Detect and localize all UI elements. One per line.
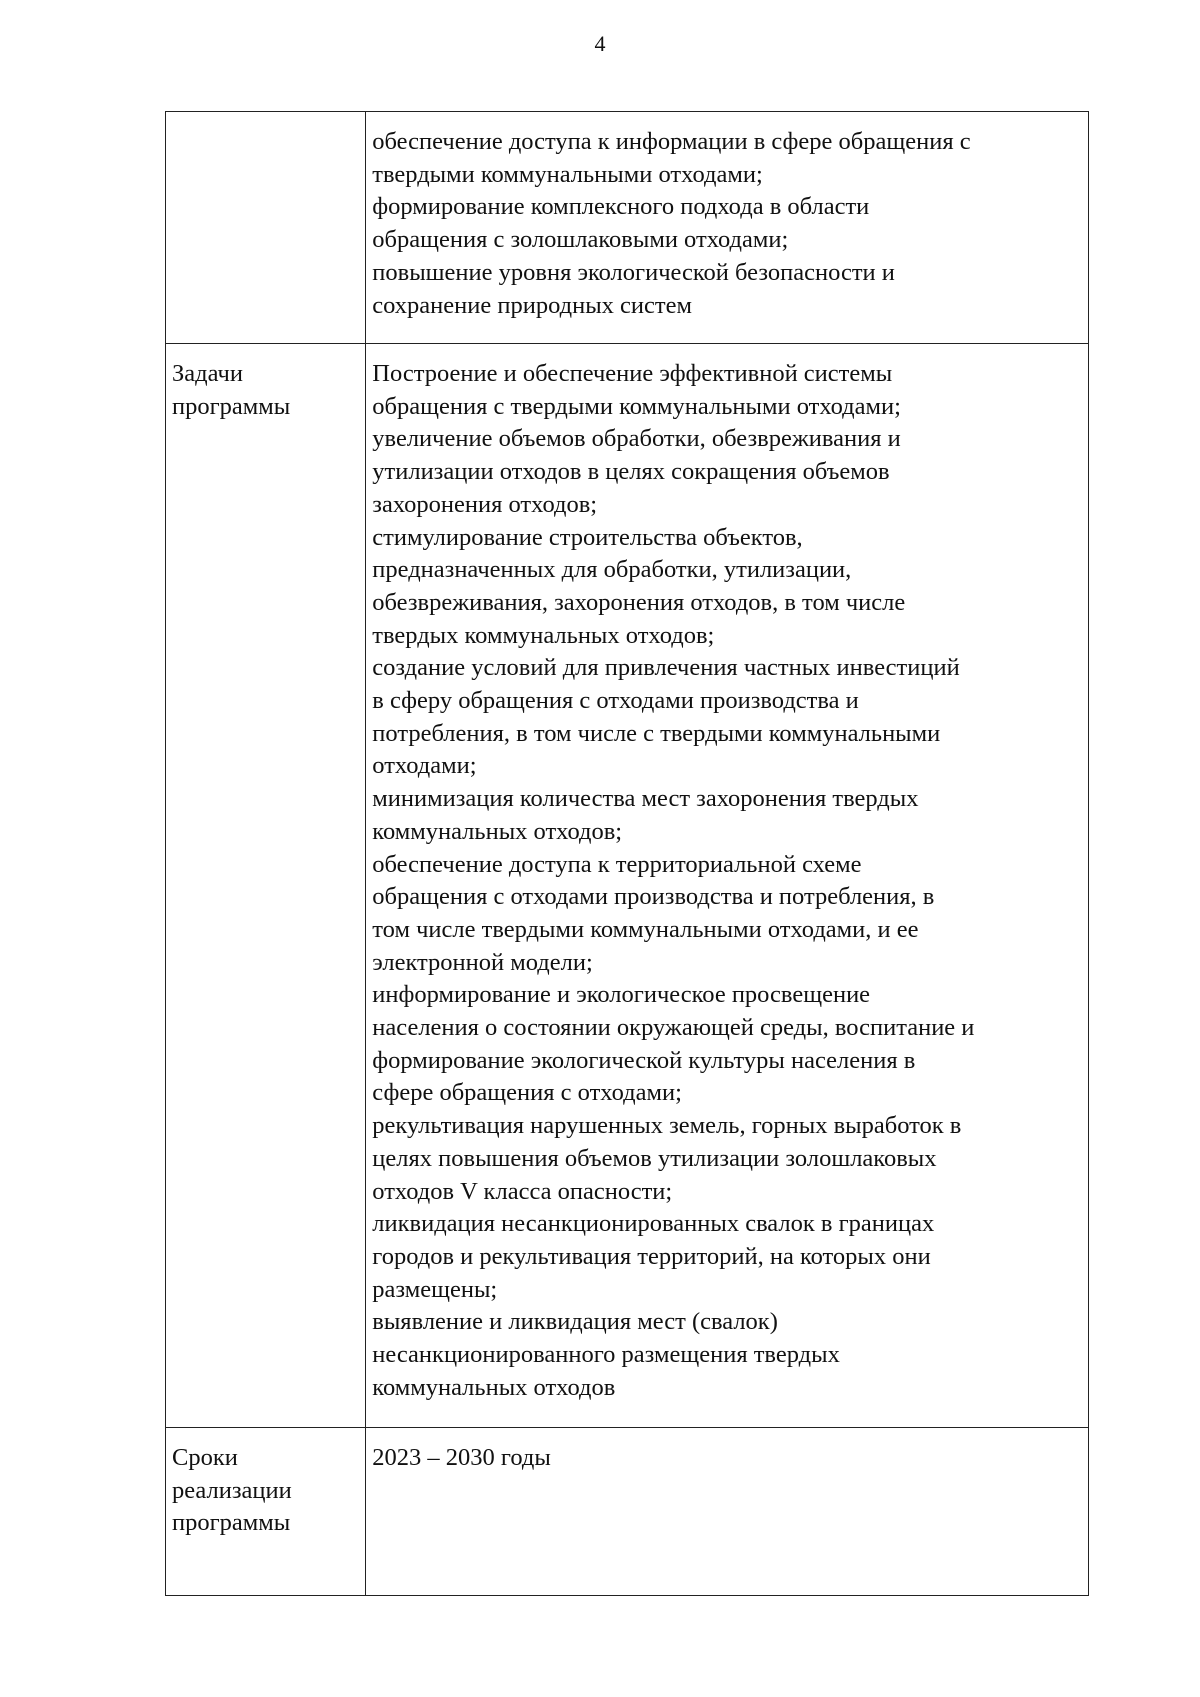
program-passport-table	[165, 111, 1089, 1596]
row-content-line: обращения с твердыми коммунальными отходами;	[372, 392, 901, 420]
row-label-cell	[166, 344, 366, 1428]
row-content-line: целях повышения объемов утилизации золошлаковых	[372, 1144, 937, 1172]
row-content-line: 2023 – 2030 годы	[372, 1444, 551, 1471]
row-content-line: населения о состоянии окружающей среды, воспитание и	[372, 1014, 975, 1042]
row-content-line: выявление и ликвидация мест (свалок)	[372, 1308, 778, 1336]
row-content-line: обращения с отходами производства и потребления, в	[372, 883, 935, 911]
row-label-line: Задачи	[172, 360, 243, 387]
row-label-line: реализации	[172, 1476, 292, 1504]
row-content-line: рекультивация нарушенных земель, горных выработок в	[372, 1112, 962, 1140]
row-content-line: Построение и обеспечение эффективной системы	[372, 360, 893, 387]
row-content-cell	[366, 344, 1089, 1428]
row-content-line: сохранение природных систем	[372, 291, 693, 319]
row-content-line: повышение уровня экологической безопасности и	[372, 258, 895, 286]
row-content-line: потребления, в том числе с твердыми коммунальными	[372, 719, 941, 747]
row-content-line: минимизация количества мест захоронения твердых	[372, 785, 919, 813]
table-row	[166, 344, 1089, 1428]
row-content-line: создание условий для привлечения частных инвестиций	[372, 654, 960, 682]
row-content-line: захоронения отходов;	[372, 490, 598, 518]
row-label-line: Сроки	[172, 1444, 238, 1471]
row-content-line: обезвреживания, захоронения отходов, в том числе	[372, 588, 906, 616]
row-content-line: обеспечение доступа к территориальной схеме	[372, 850, 862, 878]
page-number: 4	[594, 31, 606, 56]
row-content-line: предназначенных для обработки, утилизации,	[372, 556, 852, 584]
row-content-line: сфере обращения с отходами;	[372, 1079, 682, 1107]
row-content-line: электронной модели;	[372, 948, 593, 976]
row-content-line: отходов V класса опасности;	[372, 1177, 673, 1205]
row-content-line: том числе твердыми коммунальными отходами, и ее	[372, 915, 919, 943]
row-content-cell	[366, 1428, 1089, 1596]
row-content-line: утилизации отходов в целях сокращения объемов	[372, 458, 890, 486]
row-content-line: коммунальных отходов	[372, 1373, 616, 1401]
row-content-line: твердыми коммунальными отходами;	[372, 160, 763, 188]
row-content-line: отходами;	[372, 752, 477, 780]
table-row	[166, 112, 1089, 344]
row-content-line: формирование экологической культуры населения в	[372, 1046, 916, 1074]
row-label-cell	[166, 1428, 366, 1596]
row-content-line: формирование комплексного подхода в области	[372, 193, 870, 221]
row-content-line: стимулирование строительства объектов,	[372, 523, 803, 551]
row-content-line: увеличение объемов обработки, обезвреживания и	[372, 425, 901, 453]
row-label-line: программы	[172, 392, 291, 420]
row-content-line: несанкционированного размещения твердых	[372, 1341, 840, 1369]
row-content-line: информирование и экологическое просвещение	[372, 981, 871, 1009]
row-content-line: обеспечение доступа к информации в сфере обращения с	[372, 128, 971, 155]
row-label-line: программы	[172, 1509, 291, 1537]
row-content-cell	[366, 112, 1089, 344]
row-content-line: обращения с золошлаковыми отходами;	[372, 226, 789, 254]
row-content-line: коммунальных отходов;	[372, 817, 623, 845]
row-content-line: твердых коммунальных отходов;	[372, 621, 715, 649]
row-content-line: размещены;	[372, 1275, 498, 1303]
table-row	[166, 1428, 1089, 1596]
row-content-line: ликвидация несанкционированных свалок в границах	[372, 1210, 935, 1238]
row-label-cell	[166, 112, 366, 344]
row-content-line: городов и рекультивация территорий, на которых они	[372, 1242, 931, 1270]
row-content-line: в сферу обращения с отходами производства и	[372, 687, 859, 715]
